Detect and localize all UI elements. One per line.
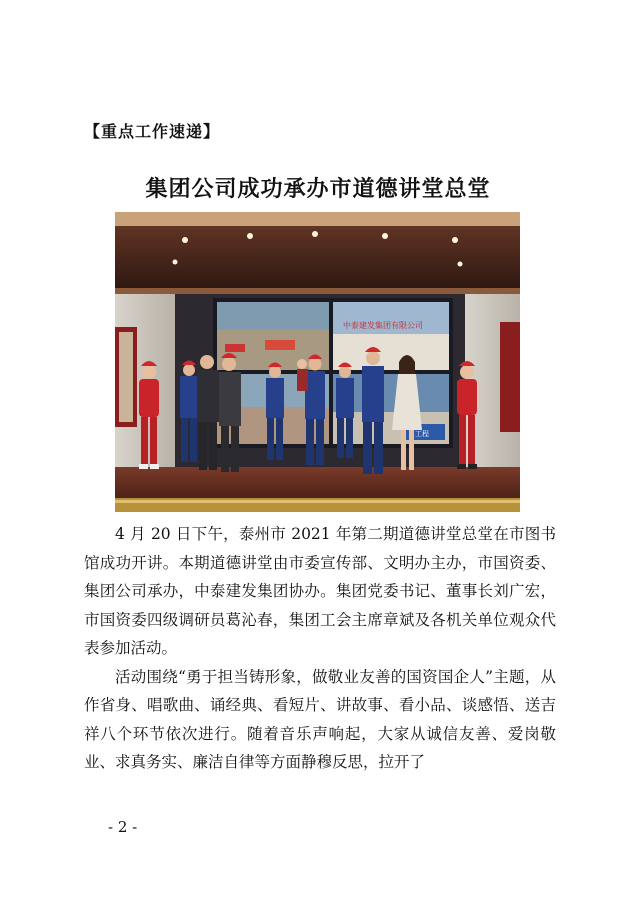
screen-text: 中泰建发集团有限公司 (343, 321, 423, 330)
paragraph-2: 活动围绕“勇于担当铸形象，做敬业友善的国资国企人”主题，从作省身、唱歌曲、诵经典、看短片、讲故事、看小品、谈感悟、送吉祥八个环节依次进行。随着音乐声响起，大家从诚信友善、爱岗敬业、求真务实、廉洁自律等方面静穆反思，拉开了 (84, 667, 556, 771)
paragraph-1: 4 月 20 日下午，泰州市 2021 年第二期道德讲堂总堂在市图书馆成功开讲。本期道德讲堂由市委宣传部、文明办主办，市国资委、集团公司承办，中泰建发集团协办。集团党委书记、董事长刘广宏，市国资委四级调研员葛沁春，集团工会主席章斌及各机关单位观众代表参加活动。 (84, 525, 556, 657)
stage-photo-illustration (115, 212, 520, 512)
article-body (84, 520, 556, 777)
screen-caption: 工程 (415, 430, 429, 438)
page-number: - 2 - (108, 818, 138, 836)
article-photo (115, 212, 520, 512)
section-tag: 【重点工作速递】 (84, 122, 221, 141)
article-title: 集团公司成功承办市道德讲堂总堂 (145, 177, 491, 202)
